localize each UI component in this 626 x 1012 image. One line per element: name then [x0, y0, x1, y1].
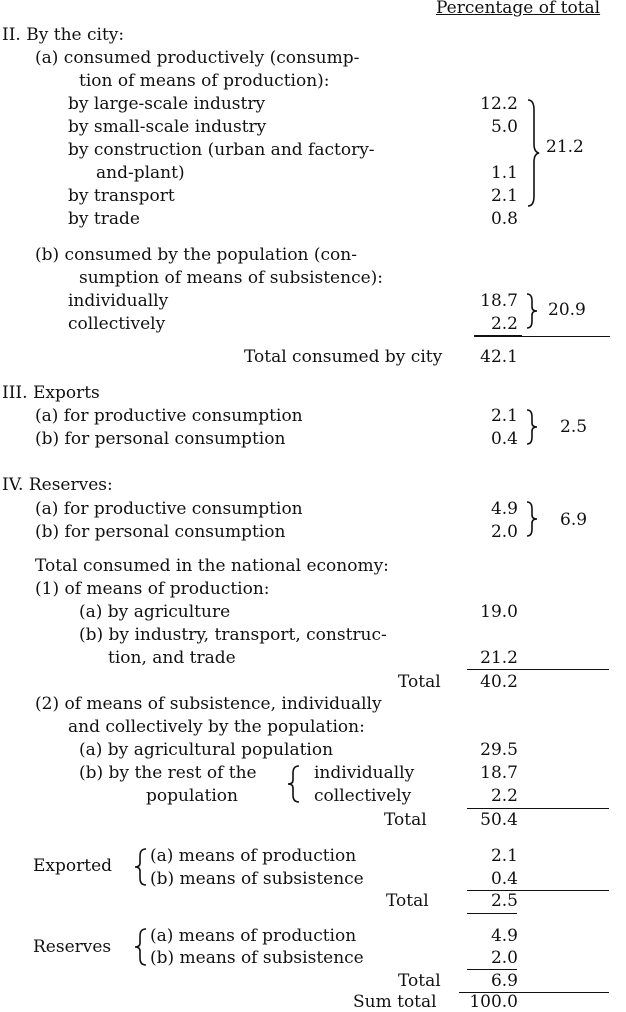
brace-population-group [525, 292, 539, 330]
brace-rest-population [287, 764, 301, 804]
exports-a-label: (a) for productive consumption [35, 406, 303, 426]
total-rule [467, 808, 609, 809]
industry-label: tion, and trade [108, 648, 236, 668]
section-ii-heading: II. By the city: [2, 25, 125, 45]
brace-exported [134, 847, 148, 887]
underline-rule [467, 969, 517, 970]
sum-total-value: 100.0 [469, 992, 518, 1012]
exports-b-label: (b) for personal consumption [35, 429, 286, 449]
agriculture-label: (a) by agriculture [79, 602, 231, 622]
reserves-total-value: 6.9 [490, 971, 518, 991]
subsistence-heading-line1: (2) of means of subsistence, individually [35, 694, 382, 714]
brace-reserves [525, 500, 539, 538]
population-group-total: 20.9 [548, 300, 586, 320]
exports-group-total: 2.5 [560, 417, 588, 437]
reserves-summary-a-label: (a) means of production [150, 926, 357, 946]
reserves-b-label: (b) for personal consumption [35, 522, 286, 542]
brace-reserves-summary [134, 927, 148, 967]
column-header: Percentage of total [436, 0, 601, 18]
means-of-production-heading: (1) of means of production: [35, 579, 270, 599]
construction-label: and-plant) [96, 163, 185, 183]
agricultural-population-label: (a) by agricultural population [79, 740, 334, 760]
section-iii-heading: III. Exports [2, 383, 100, 403]
exported-total-label: Total [386, 891, 429, 911]
exported-total-value: 2.5 [490, 891, 518, 911]
sum-total-label: Sum total [353, 992, 437, 1012]
construction-value: 1.1 [490, 163, 518, 183]
exported-a-value: 2.1 [490, 846, 518, 866]
production-total-label: Total [398, 672, 441, 692]
reserves-label: Reserves [33, 937, 112, 957]
large-scale-label: by large-scale industry [68, 94, 266, 114]
agricultural-population-value: 29.5 [480, 740, 518, 760]
reserves-b-value: 2.0 [490, 522, 518, 542]
total-rule [474, 336, 610, 337]
collectively-value: 2.2 [490, 314, 518, 334]
rest-population-line1: (b) by the rest of the [79, 763, 257, 783]
exported-label: Exported [33, 856, 113, 876]
collectively-label: collectively [68, 314, 166, 334]
reserves-summary-b-label: (b) means of subsistence [150, 948, 364, 968]
production-group-total: 21.2 [546, 137, 584, 157]
rest-population-line2: population [146, 786, 238, 806]
subsistence-heading-line2: and collectively by the population: [68, 717, 365, 737]
subsistence-total-value: 50.4 [480, 810, 518, 830]
brace-exports [525, 408, 539, 446]
production-total-value: 40.2 [480, 672, 518, 692]
city-total-label: Total consumed by city [244, 347, 443, 367]
section-iv-heading: IV. Reserves: [2, 475, 113, 495]
s2-a-line1: (a) consumed productively (consump- [35, 48, 360, 68]
reserves-summary-b-value: 2.0 [490, 948, 518, 968]
exported-a-label: (a) means of production [150, 846, 357, 866]
trade-value: 0.8 [490, 209, 518, 229]
exports-b-value: 0.4 [490, 429, 518, 449]
reserves-total-label: Total [398, 971, 441, 991]
reserves-group-total: 6.9 [560, 510, 588, 530]
industry-line1: (b) by industry, transport, construc- [79, 625, 387, 645]
s2-b-line1: (b) consumed by the population (con- [35, 245, 357, 265]
subsistence-total-label: Total [384, 810, 427, 830]
large-scale-value: 12.2 [480, 94, 518, 114]
transport-value: 2.1 [490, 186, 518, 206]
city-total-value: 42.1 [480, 347, 518, 367]
rest-individually-label: individually [314, 763, 415, 783]
exported-b-label: (b) means of subsistence [150, 869, 364, 889]
s2-b-line2: sumption of means of subsistence): [79, 268, 384, 288]
underline-rule [467, 913, 517, 914]
transport-label: by transport [68, 186, 175, 206]
reserves-summary-a-value: 4.9 [490, 926, 518, 946]
individually-value: 18.7 [480, 291, 518, 311]
national-heading: Total consumed in the national economy: [35, 556, 389, 576]
rest-collectively-label: collectively [314, 786, 412, 806]
s2-a-line2: tion of means of production): [79, 71, 330, 91]
small-scale-value: 5.0 [490, 117, 518, 137]
rest-collectively-value: 2.2 [490, 786, 518, 806]
agriculture-value: 19.0 [480, 602, 518, 622]
trade-label: by trade [68, 209, 140, 229]
reserves-a-label: (a) for productive consumption [35, 499, 303, 519]
exported-b-value: 0.4 [490, 869, 518, 889]
reserves-a-value: 4.9 [490, 499, 518, 519]
exports-a-value: 2.1 [490, 406, 518, 426]
rest-individually-value: 18.7 [480, 763, 518, 783]
construction-line1: by construction (urban and factory- [68, 140, 375, 160]
individually-label: individually [68, 291, 169, 311]
industry-value: 21.2 [480, 648, 518, 668]
total-rule [467, 669, 609, 670]
small-scale-label: by small-scale industry [68, 117, 267, 137]
brace-production-group [526, 98, 540, 208]
